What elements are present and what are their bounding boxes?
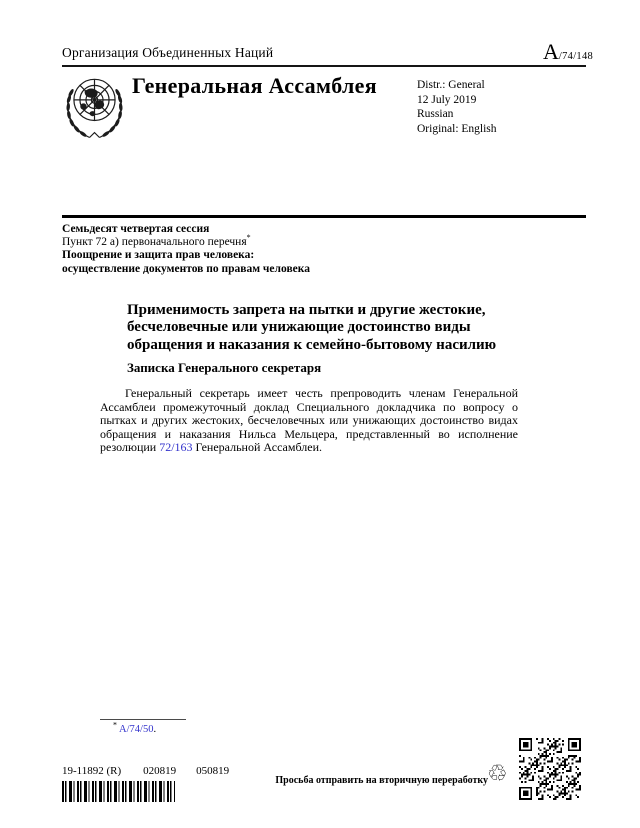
barcode (62, 781, 175, 802)
paragraph-text-before: Генеральный секретарь имеет честь препроводить членам Генеральной Ассамблеи промежуточный доклад Специального докладчика по вопросу о пытках и других жестоких, бесчеловечных или унижающих достоинство видах обращения и наказания Нильса Мельцера, представленный во исполнение резолюции (100, 386, 518, 455)
footnote-marker-ref: * (246, 233, 251, 243)
job-number: 19-11892 (R) (62, 765, 122, 777)
footnote (113, 720, 157, 735)
agenda-heading-line1: Поощрение и защита прав человека: (62, 249, 255, 262)
publish-date-1: 020819 (143, 765, 177, 777)
masthead-rule (62, 65, 586, 67)
un-org-name: Организация Объединенных Наций (62, 45, 274, 60)
un-emblem-icon (59, 70, 130, 144)
footnote-document-link[interactable]: A/74/50 (119, 724, 154, 735)
qr-code (517, 738, 583, 800)
footnote-marker: * (113, 720, 117, 730)
document-title: Применимость запрета на пытки и другие жестокие, бесчеловечные или унижающие достоинство виды обращения и наказания к семейно-бытовому насилию (127, 302, 497, 353)
doc-symbol-letter: A (543, 39, 559, 64)
header-divider-rule (62, 215, 586, 218)
distribution-block (417, 78, 497, 136)
assembly-title: Генеральная Ассамблея (132, 73, 377, 98)
publish-date-2: 050819 (196, 765, 230, 777)
language-line: Russian (417, 108, 454, 121)
recycling-symbol-icon: ♲ (487, 761, 508, 787)
agenda-item (62, 233, 310, 249)
body-paragraph (100, 387, 518, 455)
resolution-link[interactable]: 72/163 (159, 440, 193, 455)
agenda-heading-line2: осуществление документов по правам человека (62, 262, 310, 275)
distr-line: Distr.: General (417, 79, 485, 91)
recycle-notice: Просьба отправить на вторичную переработку (275, 775, 488, 786)
document-subtitle: Записка Генерального секретаря (127, 360, 322, 375)
footnote-suffix: . (153, 724, 157, 735)
date-line: 12 July 2019 (417, 93, 477, 106)
session-title: Семьдесят четвертая сессия (62, 223, 210, 235)
doc-symbol (543, 39, 593, 65)
original-language-line: Original: English (417, 122, 497, 135)
doc-symbol-number: /74/148 (558, 51, 594, 62)
agenda-item-text: Пункт 72 a) первоначального перечня (62, 236, 247, 249)
job-number-line (62, 765, 229, 777)
paragraph-text-after: Генеральной Ассамблеи. (192, 440, 323, 455)
session-block (62, 223, 310, 276)
